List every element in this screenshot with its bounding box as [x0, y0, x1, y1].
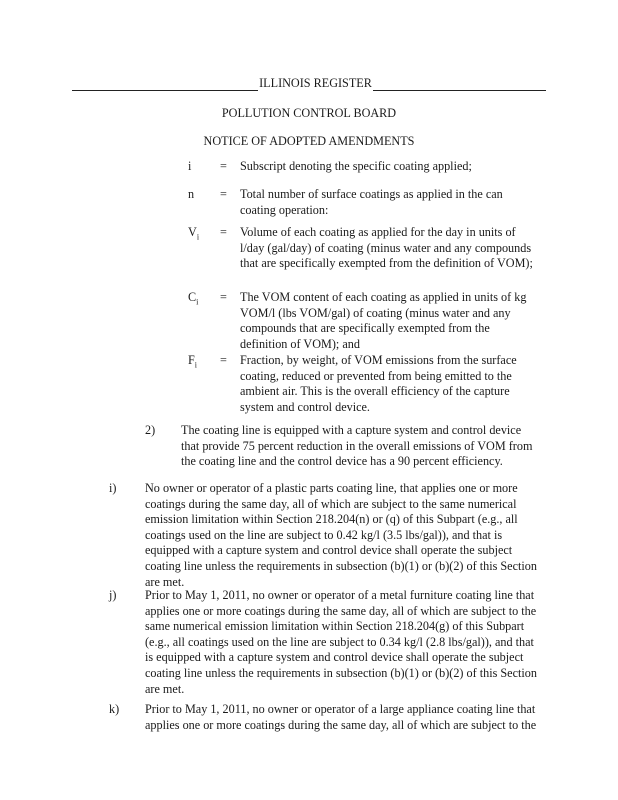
definition-text: The VOM content of each coating as applied in units of kg VOM/l (lbs VOM/gal) of coating (minus water and any compounds that are specifically exempted from the definition of VOM); and: [240, 290, 527, 351]
register-title: ILLINOIS REGISTER: [259, 76, 372, 90]
header-rule-left: [72, 90, 258, 91]
header-rule-right: [373, 90, 546, 91]
subparagraph-text: The coating line is equipped with a capture system and control device that provide 75 percent reduction in the overall emissions of VOM from the coating line and the control device has a 90 percent efficiency.: [181, 423, 533, 469]
definition-equals: =: [220, 290, 227, 304]
definition-text: Volume of each coating as applied for the day in units of l/day (gal/day) of coating (minus water and any compounds that are specifically exempted from the definition of VOM);: [240, 225, 533, 271]
paragraph-text: Prior to May 1, 2011, no owner or operator of a large appliance coating line that applies one or more coatings during the same day, all of which are subject to the: [145, 702, 537, 732]
definition-equals: =: [220, 187, 227, 201]
notice-title: NOTICE OF ADOPTED AMENDMENTS: [203, 134, 415, 148]
definition-symbol: $V_i$: [188, 225, 200, 242]
definition-equals: =: [220, 353, 227, 367]
paragraph-text: Prior to May 1, 2011, no owner or operator of a metal furniture coating line that applies one or more coatings during the same day, all of which are subject to the same numerical emission limitation within Section 218.204(g) of this Subpart (e.g., all coatings used on the line are subject to 0.34 kg/l (2.8 lbs/gal)), and that is equipped with a capture system and control device shall operate the subject coating line unless the requirements in subsection (b)(1) or (b)(2) of this Section are met.: [145, 588, 537, 696]
subparagraph-label: 2): [145, 423, 156, 437]
definition-symbol: i: [188, 159, 192, 173]
paragraph-label: i): [109, 481, 117, 495]
paragraph-label: k): [109, 702, 120, 716]
definition-equals: =: [220, 159, 227, 173]
definition-equals: =: [220, 225, 227, 239]
paragraph-text: No owner or operator of a plastic parts coating line, that applies one or more coatings during the same day, all of which are subject to the same numerical emission limitation within Section 218.204(n) or (q) of this Subpart (e.g., all coatings used on the line are subject to 0.42 kg/l (3.5 lbs/gal)), and that is equipped with a capture system and control device shall operate the subject coating line unless the requirements in subsection (b)(1) or (b)(2) of this Section are met.: [145, 481, 537, 589]
definition-text: Fraction, by weight, of VOM emissions from the surface coating, reduced or prevented from being emitted to the ambient air. This is the overall efficiency of the capture system and control device.: [240, 353, 517, 414]
definition-text: Total number of surface coatings as applied in the can coating operation:: [240, 187, 503, 217]
board-title: POLLUTION CONTROL BOARD: [221, 106, 397, 120]
definition-symbol: n: [188, 187, 195, 201]
paragraph-label: j): [109, 588, 117, 602]
definition-symbol: $C_i$: [188, 290, 199, 307]
definition-symbol: $F_i$: [188, 353, 198, 370]
definition-text: Subscript denoting the specific coating applied;: [240, 159, 472, 173]
